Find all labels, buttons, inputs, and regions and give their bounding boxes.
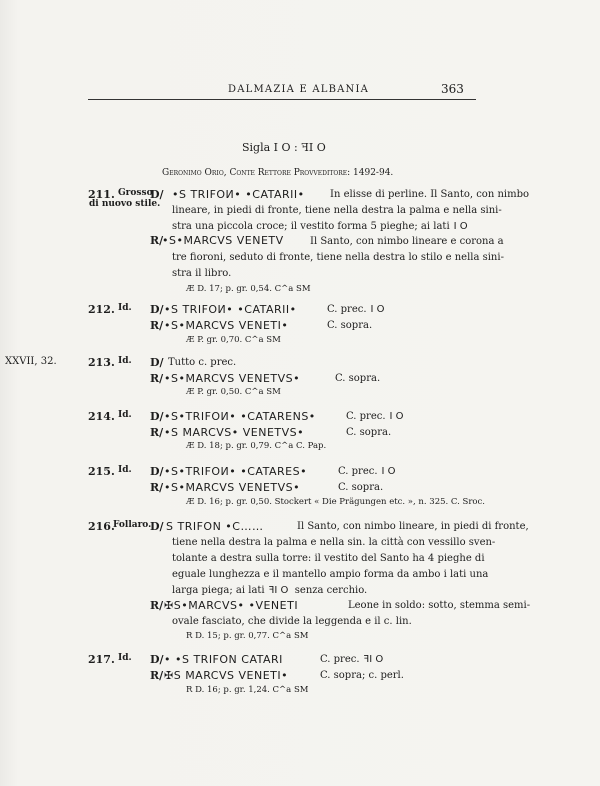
specimen-reference: Æ D. 18; p. gr. 0,79. C^a C. Pap. xyxy=(186,441,327,451)
reverse-marker: R/ xyxy=(150,599,164,612)
field-mark: ꟻI O xyxy=(268,585,289,596)
obverse-marker: D/ xyxy=(150,465,164,478)
specimen-reference: R D. 15; p. gr. 0,77. C^a SM xyxy=(186,631,309,641)
entry-number: 216. xyxy=(88,520,115,533)
entry-number: 212. xyxy=(88,303,115,316)
specimen-reference: R D. 16; p. gr. 1,24. C^a SM xyxy=(186,685,309,695)
reverse-text-line: C. sopra. xyxy=(338,482,384,493)
obverse-text-line: C. prec. I O xyxy=(346,411,404,422)
reverse-legend: •S•MARCVS VENETVS• xyxy=(164,372,301,385)
obverse-legend: •S•TRIFOИ• •CATARENS• xyxy=(164,410,316,423)
running-head: DALMAZIA E ALBANIA xyxy=(228,84,370,95)
entry-number: 217. xyxy=(88,653,115,666)
reverse-text-line: tre fioroni, seduto di fronte, tiene nella destra lo stilo e nella sini- xyxy=(172,252,504,263)
reverse-text-line: C. sopra; c. perl. xyxy=(320,670,404,681)
denomination: Grosso xyxy=(118,188,153,198)
obverse-marker: D/ xyxy=(150,303,164,316)
reverse-legend: ✠S MARCVS VENETI• xyxy=(164,669,289,682)
obverse-text-line: eguale lunghezza e il mantello ampio forma da ambo i lati una xyxy=(172,569,489,580)
obverse-text-line: tiene nella destra la palma e nella sin. la città con vessillo sven- xyxy=(172,537,496,548)
obverse-text-line: C. prec. I O xyxy=(327,304,385,315)
obverse-marker: D/ xyxy=(150,653,164,666)
obverse-text-line: Tutto c. prec. xyxy=(168,357,237,368)
reverse-marker: R/ xyxy=(150,426,164,439)
specimen-reference: Æ D. 17; p. gr. 0,54. C^a SM xyxy=(186,284,311,294)
obverse-text-line: In elisse di perline. Il Santo, con nimbo xyxy=(330,189,529,200)
reverse-marker: R/ xyxy=(150,234,164,247)
reverse-legend: •S MARCVS• VENETVS• xyxy=(164,426,305,439)
obverse-legend: S TRIFON •C…… xyxy=(166,520,264,533)
reverse-text-line: Il Santo, con nimbo lineare e corona a xyxy=(310,236,504,247)
entry-number: 214. xyxy=(88,410,115,423)
entry-number: 215. xyxy=(88,465,115,478)
obverse-text-line: C. prec. I O xyxy=(338,466,396,477)
obverse-text-line: stra una piccola croce; il vestito forma 5 pieghe; ai lati I O xyxy=(172,221,468,232)
ruler-heading: Geronimo Orio, Conte Rettore Provveditore: 1492-94. xyxy=(162,168,394,178)
specimen-reference: Æ P. gr. 0,70. C^a SM xyxy=(186,335,281,345)
reverse-legend: •S•MARCVS VENETV xyxy=(162,234,284,247)
field-mark: ꟻI O xyxy=(363,654,384,665)
obverse-legend: •S TRIFOИ• •CATARII• xyxy=(172,188,305,201)
obverse-marker: D/ xyxy=(150,520,164,533)
denomination: Id. xyxy=(118,303,132,313)
reverse-legend: •S•MARCVS VENETI• xyxy=(164,319,289,332)
obverse-legend: •S TRIFOИ• •CATARII• xyxy=(164,303,297,316)
specimen-reference: Æ P. gr. 0,50. C^a SM xyxy=(186,387,281,397)
reverse-marker: R/ xyxy=(150,669,164,682)
denomination: Id. xyxy=(118,465,132,475)
obverse-marker: D/ xyxy=(150,410,164,423)
denomination-note: di nuovo stile. xyxy=(89,199,161,209)
entry-number: 213. xyxy=(88,356,115,369)
reverse-marker: R/ xyxy=(150,319,164,332)
obverse-text-line: Il Santo, con nimbo lineare, in piedi di fronte, xyxy=(297,521,529,532)
obverse-marker: D/ xyxy=(150,356,164,369)
reverse-marker: R/ xyxy=(150,372,164,385)
reverse-legend: •S•MARCVS VENETVS• xyxy=(164,481,301,494)
field-mark: I O xyxy=(453,221,468,232)
obverse-text-line: larga piega; ai lati ꟻI O senza cerchio. xyxy=(172,585,368,596)
reverse-marker: R/ xyxy=(150,481,164,494)
field-mark: I O xyxy=(389,411,404,422)
plate-reference: XXVII, 32. xyxy=(5,356,57,367)
page-number: 363 xyxy=(441,82,464,96)
obverse-text-line: C. prec. ꟻI O xyxy=(320,654,384,665)
obverse-marker: D/ xyxy=(150,188,164,201)
reverse-text-line: C. sopra. xyxy=(335,373,381,384)
obverse-text-line: tolante a destra sulla torre: il vestito del Santo ha 4 pieghe di xyxy=(172,553,485,564)
denomination: Id. xyxy=(118,356,132,366)
obverse-text-line: lineare, in piedi di fronte, tiene nella destra la palma e nella sini- xyxy=(172,205,502,216)
obverse-legend: •S•TRIFOИ• •CATARES• xyxy=(164,465,308,478)
reverse-text-line: stra il libro. xyxy=(172,268,232,279)
entry-number: 211. xyxy=(88,188,115,201)
denomination: Id. xyxy=(118,410,132,420)
header-rule xyxy=(88,99,476,100)
field-mark: I O xyxy=(381,466,396,477)
reverse-legend: ✠S•MARCVS• •VENETI xyxy=(164,599,299,612)
reverse-text-line: C. sopra. xyxy=(346,427,392,438)
reverse-text-line: C. sopra. xyxy=(327,320,373,331)
sigla: Sigla I O : ꟻI O xyxy=(242,141,326,154)
obverse-legend: • •S TRIFON CATARI xyxy=(164,653,283,666)
denomination: Follaro. xyxy=(113,520,152,530)
reverse-text-line: Leone in soldo: sotto, stemma semi- xyxy=(348,600,531,611)
denomination: Id. xyxy=(118,653,132,663)
reverse-text-line: ovale fasciato, che divide la leggenda e il c. lin. xyxy=(172,616,412,627)
field-mark: I O xyxy=(370,304,385,315)
specimen-reference: Æ D. 16; p. gr. 0,50. Stockert « Die Prägungen etc. », n. 325. C. Sroc. xyxy=(186,497,485,507)
